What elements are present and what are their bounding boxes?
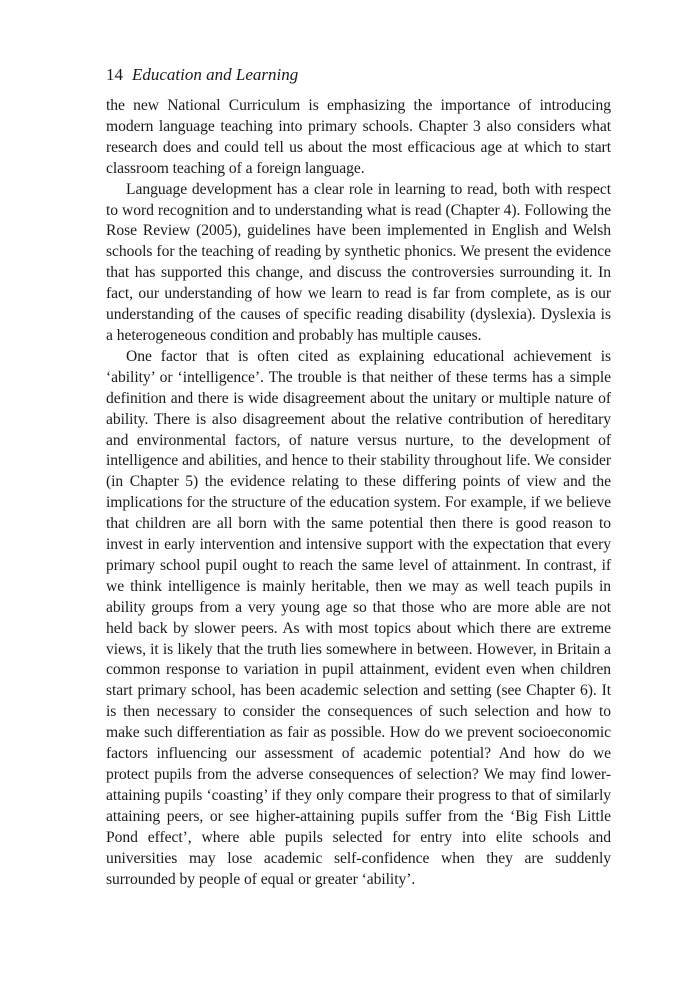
book-page — [106, 62, 611, 890]
page-number: 14 — [106, 65, 123, 84]
running-head — [106, 62, 611, 88]
running-head-title: Education and Learning — [132, 65, 299, 84]
paragraph-3: One factor that is often cited as explaining educational achievement is ‘ability’ or ‘intelligence’. The trouble is that neither of these terms has a simple definition and there is wide disagreement about the unitary or multiple nature of ability. There is also disagreement about the relative contribution of hereditary and environmental factors, of nature versus nurture, to the development of intelligence and abilities, and hence to their stability throughout life. We consider (in Chapter 5) the evidence relating to these differing points of view and the implications for the structure of the education system. For example, if we believe that children are all born with the same potential then there is good reason to invest in early intervention and intensive support with the expectation that every primary school pupil ought to reach the same level of attainment. In contrast, if we think intelligence is mainly heritable, then we may as well teach pupils in ability groups from a very young age so that those who are more able are not held back by slower peers. As with most topics about which there are extreme views, it is likely that the truth lies somewhere in between. However, in Britain a common response to variation in pupil attainment, evident even when children start primary school, has been academic selection and setting (see Chapter 6). It is then necessary to consider the consequences of such selection and how to make such differentiation as fair as possible. How do we prevent socioeconomic factors influencing our assessment of academic potential? And how do we protect pupils from the adverse consequences of selection? We may find lower-attaining pupils ‘coasting’ if they only compare their progress to that of similarly attaining peers, or see higher-attaining pupils suffer from the ‘Big Fish Little Pond effect’, where able pupils selected for entry into elite schools and universities may lose academic self-confidence when they are suddenly surrounded by people of equal or greater ‘ability’. — [106, 347, 611, 888]
body-text — [106, 96, 611, 890]
paragraph-1: the new National Curriculum is emphasizing the importance of introducing modern language teaching into primary schools. Chapter 3 also considers what research does and could tell us about the most efficacious age at which to start classroom teaching of a foreign language. — [106, 97, 611, 177]
paragraph-2: Language development has a clear role in learning to read, both with respect to word recognition and to understanding what is read (Chapter 4). Following the Rose Review (2005), guidelines have been implemented in English and Welsh schools for the teaching of reading by synthetic phonics. We present the evidence that has supported this change, and discuss the controversies surrounding it. In fact, our understanding of how we learn to read is far from complete, as is our understanding of the causes of specific reading disability (dyslexia). Dyslexia is a heterogeneous condition and probably has multiple causes. — [106, 180, 611, 344]
